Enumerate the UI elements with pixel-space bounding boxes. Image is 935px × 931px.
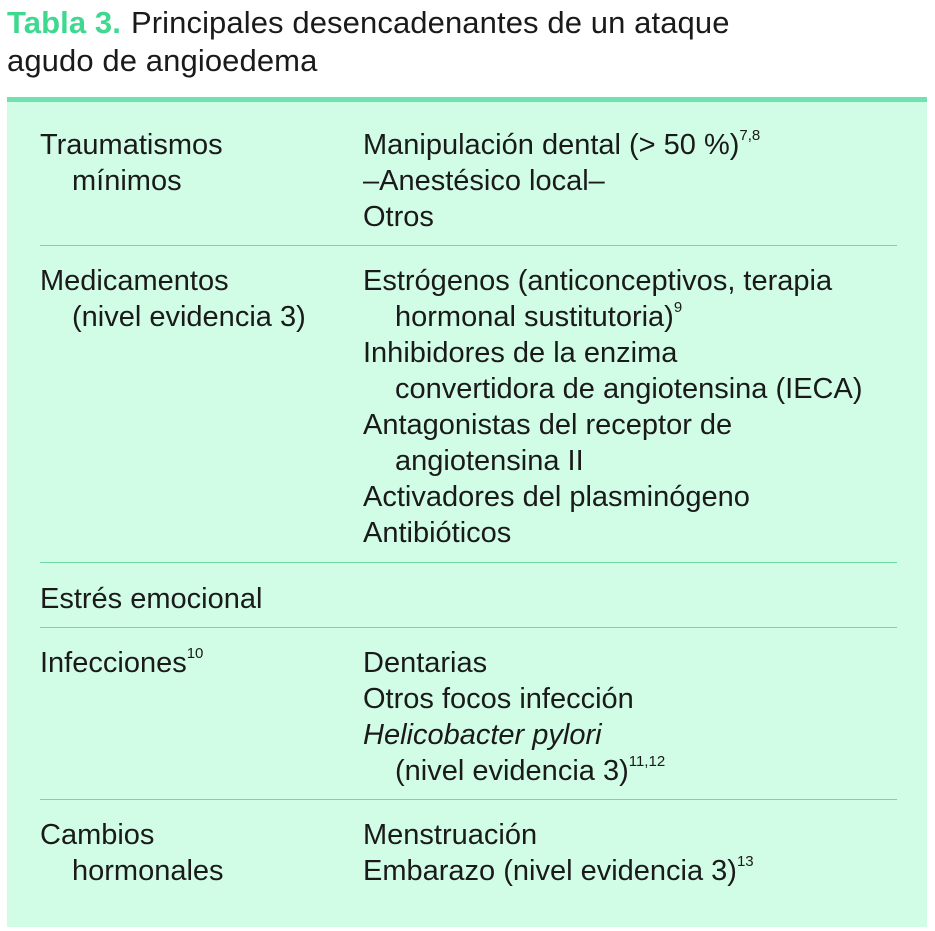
category-line: (nivel evidencia 3) — [72, 301, 306, 333]
trigger-item: angiotensina II — [395, 445, 584, 477]
trigger-item: Dentarias — [363, 647, 488, 679]
category-line: hormonales — [72, 855, 224, 887]
row-category — [40, 127, 360, 199]
row-category — [40, 817, 360, 889]
row-triggers — [363, 127, 908, 235]
row-category — [40, 263, 360, 335]
table-row-hormonales — [40, 817, 902, 897]
reference-sup: 13 — [736, 853, 754, 871]
reference-sup: 7,8 — [739, 127, 761, 145]
trigger-item: Antagonistas del receptor de — [363, 409, 733, 441]
trigger-item: convertidora de angiotensina (IECA) — [395, 373, 863, 405]
title-line-2: agudo de angioedema — [7, 43, 318, 78]
row-divider — [40, 627, 897, 628]
trigger-item: Otros focos infección — [363, 683, 634, 715]
category-line: Estrés emocional — [40, 583, 263, 615]
category-line: Infecciones$^{10}$ — [40, 645, 204, 679]
category-line: Traumatismos — [40, 129, 223, 161]
table-row-traumatismos — [40, 127, 902, 237]
row-triggers — [363, 645, 908, 789]
table-row-infecciones — [40, 645, 902, 795]
row-category — [40, 581, 540, 617]
row-category — [40, 645, 360, 681]
trigger-item: Menstruación — [363, 819, 538, 851]
category-line: mínimos — [72, 165, 182, 197]
reference-sup: 10 — [186, 645, 204, 663]
table-row-medicamentos — [40, 263, 902, 553]
trigger-item: Activadores del plasminógeno — [363, 481, 750, 513]
row-divider — [40, 245, 897, 246]
trigger-item: Embarazo (nivel evidencia 3)$^{13}$ — [363, 853, 754, 887]
table-number-label: Tabla 3. — [7, 5, 121, 40]
row-triggers — [363, 263, 908, 551]
title-text: Principales desencadenantes de un ataque — [130, 5, 730, 40]
reference-sup: 11,12 — [628, 753, 666, 771]
row-divider — [40, 562, 897, 563]
trigger-item: –Anestésico local– — [363, 165, 605, 197]
row-triggers — [363, 817, 908, 889]
trigger-item: Otros — [363, 201, 434, 233]
trigger-item: Helicobacter pylori — [363, 719, 602, 751]
trigger-item: hormonal sustitutoria)$^9$ — [395, 299, 683, 333]
row-divider — [40, 799, 897, 800]
reference-sup: 9 — [673, 299, 683, 317]
category-line: Cambios — [40, 819, 155, 851]
table-title — [7, 4, 927, 80]
trigger-item: Inhibidores de la enzima — [363, 337, 678, 369]
trigger-item: (nivel evidencia 3)$^{11,12}$ — [395, 753, 666, 787]
trigger-item: Estrógenos (anticonceptivos, terapia — [363, 265, 833, 297]
trigger-item: Manipulación dental (> 50 %)$^{7,8}$ — [363, 127, 761, 161]
trigger-item: Antibióticos — [363, 517, 512, 549]
table-row-estres — [40, 581, 902, 621]
title-line-1 — [7, 4, 927, 42]
category-line: Medicamentos — [40, 265, 229, 297]
